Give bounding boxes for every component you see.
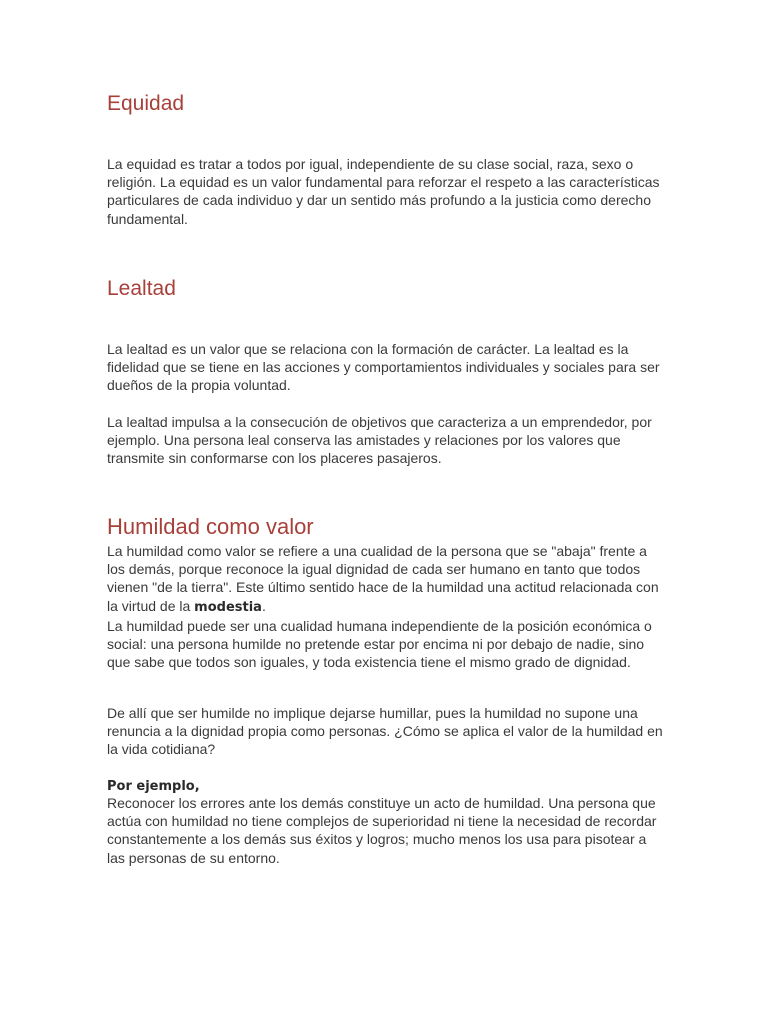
example-label-text: Por ejemplo, xyxy=(107,779,200,794)
paragraph-lealtad-1: La lealtad es un valor que se relaciona con la formación de carácter. La lealtad es la fidelidad que se tiene en las acciones y comportamientos individuales y sociales para ser dueños de la propia voluntad. xyxy=(107,341,660,394)
heading-humildad: Humildad como valor xyxy=(107,514,314,539)
heading-lealtad: Lealtad xyxy=(107,277,176,300)
paragraph-humildad-1 xyxy=(107,542,667,671)
paragraph-equidad: La equidad es tratar a todos por igual, independiente de su clase social, raza, sexo o religión. La equidad es un valor fundamental para reforzar el respeto a las características particulares de cada individuo y dar un sentido más profundo a la justicia como derecho fundamental. xyxy=(107,156,660,227)
paragraph-humildad-2: De allí que ser humilde no implique dejarse humillar, pues la humildad no supone una renuncia a la dignidad propia como personas. ¿Cómo se aplica el valor de la humildad en la vida cotidiana? xyxy=(107,705,663,758)
paragraph-humildad-1-cont: La humildad puede ser una cualidad humana independiente de la posición económica o social: una persona humilde no pretende estar por encima ni por debajo de nadie, sino que sabe que todos son iguales, y toda existencia tiene el mismo grado de dignidad. xyxy=(107,617,652,671)
bold-modestia: modestia xyxy=(194,599,262,615)
paragraph-lealtad-2: La lealtad impulsa a la consecución de objetivos que caracteriza a un emprendedor, por ejemplo. Una persona leal conserva las amistades y relaciones por los valores que transmite sin conformarse con los placeres pasajeros. xyxy=(107,414,652,467)
paragraph-humildad-1-end: . xyxy=(261,597,266,614)
paragraph-humildad-1-text: La humildad como valor se refiere a una cualidad de la persona que se "abaja" frente a los demás, porque reconoce la igual dignidad de cada ser humano en tanto que todos vienen "de la tierra". Este último sentido hace de la humildad una actitud relacionada con la virtud de la xyxy=(107,543,659,614)
example-paragraph: Reconocer los errores ante los demás constituye un acto de humildad. Una persona que actúa con humildad no tiene complejos de superioridad ni tiene la necesidad de recordar constantemente a los demás sus éxitos y logros; mucho menos los usa para pisotear a las personas de su entorno. xyxy=(107,795,657,866)
heading-equidad: Equidad xyxy=(107,92,185,115)
